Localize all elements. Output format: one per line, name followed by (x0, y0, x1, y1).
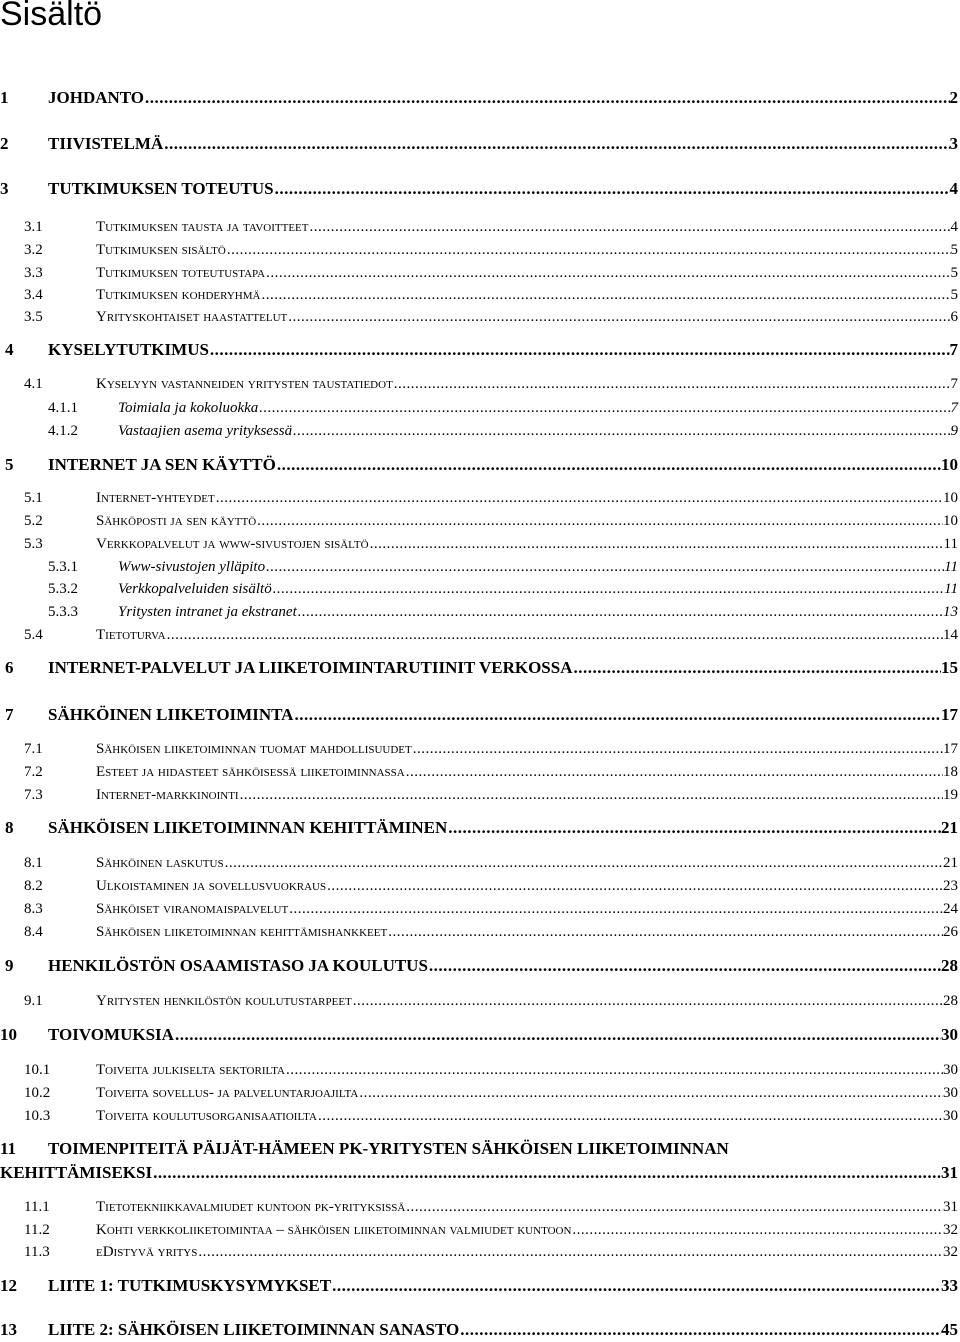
dot-leader (332, 1274, 941, 1298)
toc-number: 7.2 (24, 764, 43, 780)
toc-page-number: 11 (943, 536, 958, 552)
toc-label: Toiveita julkiselta sektorilta (96, 1062, 285, 1078)
toc-entry-7[interactable] (0, 703, 958, 727)
toc-page-number: 4 (949, 179, 958, 198)
toc-page-number: 11 (944, 559, 958, 575)
toc-page-number: 13 (943, 604, 958, 620)
toc-label: INTERNET JA SEN KÄYTTÖ (48, 455, 276, 474)
dot-leader (167, 623, 943, 647)
toc-number: 2 (0, 134, 9, 153)
toc-label: TUTKIMUKSEN TOTEUTUS (48, 179, 274, 198)
dot-leader (574, 656, 942, 680)
toc-page-number: 32 (943, 1222, 958, 1238)
toc-entry-5-2[interactable] (0, 509, 958, 533)
dot-leader (175, 1023, 941, 1047)
toc-entry-10[interactable] (0, 1023, 958, 1047)
toc-entry-4-1-2[interactable] (0, 419, 958, 443)
toc-page-number: 15 (941, 658, 958, 677)
dot-leader (198, 1240, 943, 1264)
dot-leader (266, 555, 944, 579)
toc-label: Sähköposti ja sen käyttö (96, 513, 257, 529)
toc-label: Toiveita koulutusorganisaatioilta (96, 1108, 317, 1124)
dot-leader (310, 215, 951, 239)
toc-entry-3-5[interactable] (0, 305, 958, 329)
toc-page-number: 17 (943, 741, 958, 757)
toc-entry-5-1[interactable] (0, 486, 958, 510)
dot-leader (153, 1161, 941, 1185)
dot-leader (273, 577, 944, 601)
toc-entry-5[interactable] (0, 453, 958, 477)
toc-label: TOIMENPITEITÄ PÄIJÄT-HÄMEEN PK-YRITYSTEN SÄHKÖISEN LIIKETOIMINNAN (48, 1139, 729, 1158)
toc-label: LIITE 2: SÄHKÖISEN LIIKETOIMINNAN SANASTO (48, 1320, 460, 1339)
dot-leader (406, 760, 943, 784)
toc-number: 12 (0, 1276, 17, 1295)
toc-number: 11 (0, 1139, 17, 1158)
toc-entry-11-3[interactable] (0, 1240, 958, 1264)
toc-label: Sähköisen liiketoiminnan tuomat mahdollisuudet (96, 741, 412, 757)
toc-label: Kohti verkkoliiketoimintaa – sähköisen liiketoiminnan valmiudet kuntoon (96, 1222, 572, 1238)
toc-page-number: 45 (941, 1320, 958, 1339)
toc-entry-6[interactable] (0, 656, 958, 680)
toc-label: Internet-yhteydet (96, 490, 215, 506)
toc-page-number: 19 (943, 787, 958, 803)
toc-entry-2[interactable] (0, 132, 958, 156)
toc-page-number: 10 (941, 455, 958, 474)
toc-label: Tietoturva (96, 627, 166, 643)
toc-number: 7.3 (24, 787, 43, 803)
toc-number: 7.1 (24, 741, 43, 757)
toc-page-number: 23 (943, 878, 958, 894)
toc-label: Sähköisen liiketoiminnan kehittämishankkeet (96, 924, 388, 940)
dot-leader (240, 783, 943, 807)
page-title: Sisältö (0, 0, 103, 33)
toc-number: 8.1 (24, 855, 43, 871)
toc-label: Verkkopalvelut ja www-sivustojen sisältö (96, 536, 369, 552)
toc-entry-3-1[interactable] (0, 215, 958, 239)
toc-number: 5.3.2 (48, 581, 78, 597)
toc-page-number: 18 (943, 764, 958, 780)
toc-entry-5-4[interactable] (0, 623, 958, 647)
toc-number: 7 (5, 705, 14, 724)
dot-leader (318, 1104, 943, 1128)
toc-number: 1 (0, 88, 9, 107)
toc-page-number: 9 (950, 423, 958, 439)
toc-page-number: 28 (943, 993, 958, 1009)
toc-entry-8-2[interactable] (0, 874, 958, 898)
toc-number: 9.1 (24, 993, 43, 1009)
toc-number: 10.2 (24, 1085, 51, 1101)
toc-page-number: 28 (941, 956, 958, 975)
toc-page-number: 24 (943, 901, 958, 917)
dot-leader (289, 897, 943, 921)
toc-label: Yrityskohtaiset haastattelut (96, 309, 288, 325)
dot-leader (225, 851, 943, 875)
toc-number: 4.1 (24, 376, 43, 392)
toc-page-number: 5 (950, 242, 958, 258)
toc-page-number: 31 (941, 1163, 958, 1182)
toc-number: 11.2 (24, 1222, 50, 1238)
toc-entry-4[interactable] (0, 338, 958, 362)
toc-label: TOIVOMUKSIA (48, 1025, 174, 1044)
toc-entry-11[interactable] (0, 1137, 958, 1185)
toc-page-number: 7 (950, 400, 958, 416)
dot-leader (210, 338, 950, 362)
toc-page-number: 7 (950, 376, 958, 392)
toc-entry-8-1[interactable] (0, 851, 958, 875)
toc-page-number: 33 (941, 1276, 958, 1295)
toc-page-number: 31 (943, 1199, 958, 1215)
toc-page-number: 5 (950, 265, 958, 281)
toc-label: Sähköinen laskutus (96, 855, 224, 871)
toc-entry-11-1[interactable] (0, 1195, 958, 1219)
toc-label: HENKILÖSTÖN OSAAMISTASO JA KOULUTUS (48, 956, 428, 975)
toc-entry-10-1[interactable] (0, 1058, 958, 1082)
toc-entry-10-3[interactable] (0, 1104, 958, 1128)
dot-leader (145, 86, 949, 110)
toc-entry-3-4[interactable] (0, 283, 958, 307)
toc-number: 4 (5, 340, 14, 359)
toc-entry-8-3[interactable] (0, 897, 958, 921)
toc-label: Yritysten henkilöstön koulutustarpeet (96, 993, 352, 1009)
toc-label: Ulkoistaminen ja sovellusvuokraus (96, 878, 327, 894)
toc-number: 3 (0, 179, 9, 198)
toc-page-number: 3 (949, 134, 958, 153)
toc-label: SÄHKÖINEN LIIKETOIMINTA (48, 705, 294, 724)
toc-entry-8-4[interactable] (0, 920, 958, 944)
toc-number: 8.4 (24, 924, 43, 940)
toc-page-number: 21 (941, 818, 958, 837)
toc-number: 4.1.1 (48, 400, 78, 416)
toc-entry-5-3[interactable] (0, 532, 958, 556)
toc-number: 9 (5, 956, 14, 975)
toc-entry-9-1[interactable] (0, 989, 958, 1013)
toc-number: 10.1 (24, 1062, 51, 1078)
dot-leader (359, 1081, 943, 1105)
dot-leader (164, 132, 949, 156)
toc-number: 13 (0, 1320, 17, 1339)
toc-label: Esteet ja hidasteet sähköisessä liiketoiminnassa (96, 764, 405, 780)
dot-leader (275, 177, 950, 201)
toc-label: Tutkimuksen toteutustapa (96, 265, 266, 281)
toc-number: 8 (5, 818, 14, 837)
toc-entry-7-2[interactable] (0, 760, 958, 784)
toc-number: 4.1.2 (48, 423, 78, 439)
toc-page-number: 11 (944, 581, 958, 597)
dot-leader (429, 954, 941, 978)
toc-page-number: 10 (943, 490, 958, 506)
toc-number: 11.1 (24, 1199, 50, 1215)
toc-label: Tutkimuksen kohderyhmä (96, 287, 261, 303)
toc-label: Internet-markkinointi (96, 787, 239, 803)
toc-page-number: 30 (941, 1025, 958, 1044)
toc-page-number: 14 (943, 627, 958, 643)
toc-page-number: 30 (943, 1062, 958, 1078)
toc-number: 3.5 (24, 309, 43, 325)
toc-page-number: 30 (943, 1108, 958, 1124)
toc-entry-7-3[interactable] (0, 783, 958, 807)
toc-entry-4-1[interactable] (0, 372, 958, 396)
toc-label: Yritysten intranet ja ekstranet (118, 604, 297, 620)
dot-leader (460, 1318, 941, 1342)
toc-entry-4-1-1[interactable] (0, 396, 958, 420)
dot-leader (277, 453, 941, 477)
dot-leader (257, 509, 943, 533)
toc-entry-3[interactable] (0, 177, 958, 201)
toc-label: JOHDANTO (48, 88, 145, 107)
toc-entry-3-3[interactable] (0, 261, 958, 285)
dot-leader (293, 419, 950, 443)
toc-number: 11.3 (24, 1244, 50, 1260)
toc-label: Tietotekniikkavalmiudet kuntoon pk-yrityksissä (96, 1199, 406, 1215)
toc-entry-5-3-2[interactable] (0, 577, 958, 601)
toc-label: Tutkimuksen tausta ja tavoitteet (96, 219, 309, 235)
toc-label: LIITE 1: TUTKIMUSKYSYMYKSET (48, 1276, 332, 1295)
toc-label: eDistyvä yritys (96, 1244, 198, 1260)
toc-page-number: 5 (950, 287, 958, 303)
toc-number: 8.2 (24, 878, 43, 894)
toc-page-number: 21 (943, 855, 958, 871)
toc-number: 3.2 (24, 242, 43, 258)
toc-page-number: 4 (950, 219, 958, 235)
toc-label: Www-sivustojen ylläpito (118, 559, 266, 575)
toc-number: 3.1 (24, 219, 43, 235)
toc-page-number: 32 (943, 1244, 958, 1260)
dot-leader (394, 372, 951, 396)
toc-entry-13[interactable] (0, 1318, 958, 1342)
toc-label: Sähköiset viranomaispalvelut (96, 901, 289, 917)
toc-label: Tutkimuksen sisältö (96, 242, 226, 258)
toc-page-number: 6 (950, 309, 958, 325)
toc-number: 3.4 (24, 287, 43, 303)
dot-leader (266, 261, 950, 285)
toc-number: 10 (0, 1025, 17, 1044)
dot-leader (406, 1195, 943, 1219)
toc-number: 5 (5, 455, 14, 474)
dot-leader (227, 238, 951, 262)
toc-number: 5.3.3 (48, 604, 78, 620)
toc-entry-3-2[interactable] (0, 238, 958, 262)
toc-number: 5.2 (24, 513, 43, 529)
dot-leader (216, 486, 943, 510)
dot-leader (388, 920, 943, 944)
toc-number: 5.4 (24, 627, 43, 643)
dot-leader (448, 816, 941, 840)
toc-number: 6 (5, 658, 14, 677)
toc-page-number: 10 (943, 513, 958, 529)
dot-leader (298, 600, 943, 624)
toc-label: KYSELYTUTKIMUS (48, 340, 209, 359)
dot-leader (294, 703, 941, 727)
toc-entry-8[interactable] (0, 816, 958, 840)
toc-number: 5.1 (24, 490, 43, 506)
toc-entry-7-1[interactable] (0, 737, 958, 761)
toc-label: TIIVISTELMÄ (48, 134, 164, 153)
toc-number: 8.3 (24, 901, 43, 917)
toc-entry-5-3-3[interactable] (0, 600, 958, 624)
toc-page-number: 2 (949, 88, 958, 107)
toc-number: 5.3 (24, 536, 43, 552)
toc-entry-9[interactable] (0, 954, 958, 978)
dot-leader (370, 532, 944, 556)
toc-label: INTERNET-PALVELUT JA LIIKETOIMINTARUTIINIT VERKOSSA (48, 658, 573, 677)
toc-number: 3.3 (24, 265, 43, 281)
dot-leader (413, 737, 943, 761)
toc-page-number: 26 (943, 924, 958, 940)
toc-page-number: 7 (949, 340, 958, 359)
dot-leader (261, 283, 950, 307)
toc-entry-5-3-1[interactable] (0, 555, 958, 579)
toc-label: SÄHKÖISEN LIIKETOIMINNAN KEHITTÄMINEN (48, 818, 448, 837)
toc-page-number: 30 (943, 1085, 958, 1101)
toc-entry-10-2[interactable] (0, 1081, 958, 1105)
toc-page-number: 17 (941, 705, 958, 724)
toc-entry-11-2[interactable] (0, 1218, 958, 1242)
toc-entry-12[interactable] (0, 1274, 958, 1298)
toc-label: Verkkopalveluiden sisältö (118, 581, 272, 597)
dot-leader (259, 396, 950, 420)
toc-number: 10.3 (24, 1108, 51, 1124)
dot-leader (353, 989, 943, 1013)
toc-label: Kyselyyn vastanneiden yritysten taustatiedot (96, 376, 393, 392)
toc-number: 5.3.1 (48, 559, 78, 575)
dot-leader (288, 305, 950, 329)
dot-leader (286, 1058, 943, 1082)
dot-leader (327, 874, 943, 898)
dot-leader (572, 1218, 943, 1242)
toc-entry-1[interactable] (0, 86, 958, 110)
toc-label: Toimiala ja kokoluokka (118, 400, 259, 416)
toc-label: Vastaajien asema yrityksessä (118, 423, 293, 439)
toc-label-continued: KEHITTÄMISEKSI (0, 1163, 153, 1182)
toc-label: Toiveita sovellus- ja palveluntarjoajilta (96, 1085, 359, 1101)
